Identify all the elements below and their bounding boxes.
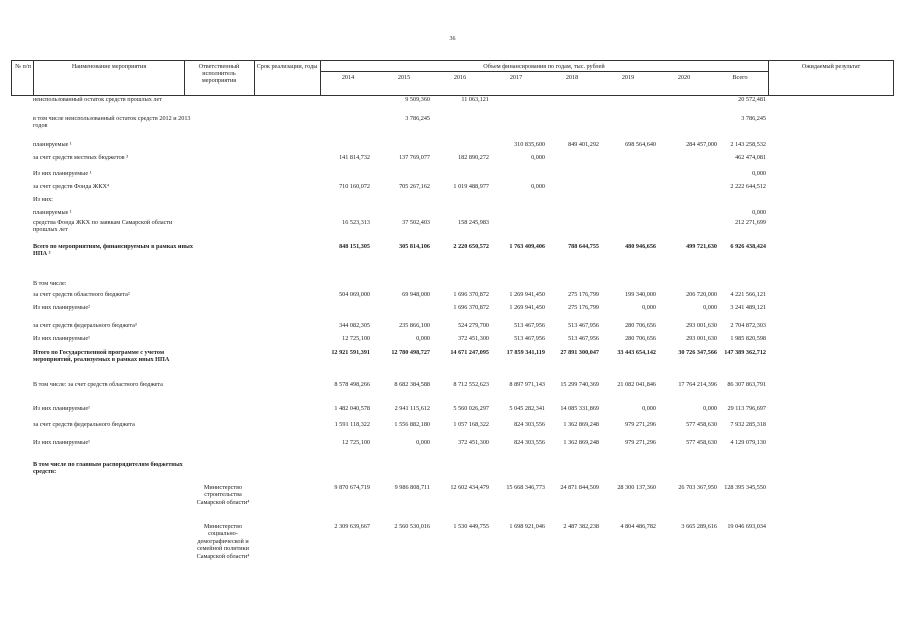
row-label: Из них:: [33, 196, 53, 203]
value-cell: 2 560 530,016: [394, 523, 430, 530]
value-cell: 2 143 258,532: [730, 141, 766, 148]
value-cell: 17 859 341,119: [506, 349, 545, 356]
value-cell: 26 703 367,950: [678, 484, 717, 491]
value-cell: 310 835,600: [514, 141, 545, 148]
value-cell: 1 482 040,578: [334, 405, 370, 412]
value-cell: 29 113 796,697: [727, 405, 766, 412]
value-cell: 8 682 384,588: [394, 381, 430, 388]
page-number: 36: [449, 36, 456, 42]
header-num: № п/п: [15, 63, 31, 70]
value-cell: 513 467,956: [568, 335, 599, 342]
value-cell: 824 303,556: [514, 421, 545, 428]
value-cell: 27 891 300,047: [560, 349, 599, 356]
value-cell: 499 721,630: [686, 243, 717, 250]
value-cell: 3 665 289,616: [681, 523, 717, 530]
value-cell: 128 395 345,550: [724, 484, 766, 491]
value-cell: 37 502,403: [402, 219, 430, 226]
row-responsible: Министерство строительства Самарской области⁴: [196, 484, 250, 506]
value-cell: 9 870 674,719: [334, 484, 370, 491]
value-cell: 275 176,799: [568, 291, 599, 298]
value-cell: 20 572,481: [738, 96, 766, 103]
value-cell: 0,000: [416, 335, 430, 342]
row-label: средства Фонда ЖКХ по заявкам Самарской области прошлых лет: [33, 219, 173, 234]
row-label: Из них планируемые¹: [33, 405, 90, 412]
value-cell: 513 467,956: [514, 335, 545, 342]
value-cell: 8 712 552,623: [453, 381, 489, 388]
header-year: 2019: [621, 74, 635, 81]
value-cell: 15 299 740,369: [560, 381, 599, 388]
value-cell: 1 591 118,322: [334, 421, 370, 428]
value-cell: 1 530 449,755: [453, 523, 489, 530]
value-cell: 4 804 486,782: [620, 523, 656, 530]
header-year: 2016: [453, 74, 467, 81]
value-cell: 17 764 214,396: [678, 381, 717, 388]
value-cell: 710 160,072: [339, 183, 370, 190]
value-cell: 6 926 438,424: [730, 243, 766, 250]
value-cell: 141 814,732: [339, 154, 370, 161]
value-cell: 979 271,296: [625, 421, 656, 428]
header-year: 2020: [677, 74, 691, 81]
value-cell: 19 046 693,034: [727, 523, 766, 530]
value-cell: 372 451,300: [458, 335, 489, 342]
value-cell: 5 045 282,341: [509, 405, 545, 412]
value-cell: 11 063,121: [461, 96, 489, 103]
value-cell: 2 222 644,512: [730, 183, 766, 190]
value-cell: 9 509,360: [405, 96, 430, 103]
row-label: Из них планируемые ¹: [33, 170, 92, 177]
value-cell: 1 019 488,977: [453, 183, 489, 190]
header-name: Наименование мероприятия: [71, 63, 147, 70]
value-cell: 1 556 882,180: [394, 421, 430, 428]
header-year: 2015: [397, 74, 411, 81]
value-cell: 30 726 347,566: [678, 349, 717, 356]
row-label: за счет средств федерального бюджета: [33, 421, 135, 428]
value-cell: 12 725,100: [342, 335, 370, 342]
value-cell: 235 866,100: [399, 322, 430, 329]
value-cell: 1 057 168,322: [453, 421, 489, 428]
value-cell: 1 269 941,450: [509, 304, 545, 311]
row-label: В том числе:: [33, 280, 67, 287]
value-cell: 8 897 971,143: [509, 381, 545, 388]
value-cell: 12 921 591,391: [331, 349, 370, 356]
value-cell: 305 814,106: [399, 243, 430, 250]
value-cell: 4 129 079,130: [730, 439, 766, 446]
row-label: Из них планируемые¹: [33, 439, 90, 446]
value-cell: 0,000: [531, 183, 545, 190]
value-cell: 12 725,100: [342, 439, 370, 446]
value-cell: 705 267,162: [399, 183, 430, 190]
value-cell: 1 763 409,406: [509, 243, 545, 250]
value-cell: 137 769,077: [399, 154, 430, 161]
value-cell: 788 644,755: [568, 243, 599, 250]
value-cell: 293 001,630: [686, 335, 717, 342]
value-cell: 0,000: [752, 209, 766, 216]
value-cell: 577 458,630: [686, 439, 717, 446]
header-year: 2017: [509, 74, 523, 81]
value-cell: 3 241 489,121: [730, 304, 766, 311]
table-header: [11, 60, 894, 96]
header-year: 2018: [565, 74, 579, 81]
value-cell: 480 946,656: [625, 243, 656, 250]
value-cell: 21 082 041,846: [617, 381, 656, 388]
value-cell: 372 451,300: [458, 439, 489, 446]
value-cell: 0,000: [703, 304, 717, 311]
value-cell: 577 458,630: [686, 421, 717, 428]
value-cell: 12 602 434,479: [450, 484, 489, 491]
header-year: Всего: [732, 74, 748, 81]
value-cell: 3 786,245: [405, 115, 430, 122]
value-cell: 280 706,656: [625, 322, 656, 329]
value-cell: 24 871 844,509: [560, 484, 599, 491]
value-cell: 16 523,313: [342, 219, 370, 226]
value-cell: 1 269 941,450: [509, 291, 545, 298]
row-label: за счет средств Фонда ЖКХ⁴: [33, 183, 110, 190]
value-cell: 3 786,245: [741, 115, 766, 122]
value-cell: 848 151,305: [339, 243, 370, 250]
value-cell: 0,000: [531, 154, 545, 161]
value-cell: 462 474,081: [735, 154, 766, 161]
value-cell: 5 560 026,297: [453, 405, 489, 412]
value-cell: 284 457,000: [686, 141, 717, 148]
value-cell: 12 780 498,727: [391, 349, 430, 356]
value-cell: 1 985 820,598: [730, 335, 766, 342]
value-cell: 0,000: [642, 304, 656, 311]
value-cell: 0,000: [642, 405, 656, 412]
row-label: планируемые ¹: [33, 141, 72, 148]
value-cell: 147 389 362,712: [724, 349, 766, 356]
value-cell: 1 696 370,872: [453, 291, 489, 298]
value-cell: 2 309 639,667: [334, 523, 370, 530]
value-cell: 158 245,983: [458, 219, 489, 226]
row-label: Из них планируемые¹: [33, 335, 90, 342]
row-label: за счет средств местных бюджетов ³: [33, 154, 128, 161]
value-cell: 14 671 247,095: [450, 349, 489, 356]
value-cell: 33 443 654,142: [617, 349, 656, 356]
row-label: Итого по Государственной программе с учетом мероприятий, реализуемых в рамках иных НПА: [33, 349, 170, 364]
value-cell: 2 704 872,303: [730, 322, 766, 329]
row-label: Всего по мероприятиям, финансируемым в рамках иных НПА ²: [33, 243, 193, 258]
row-label: неиспользованный остаток средств прошлых лет: [33, 96, 162, 103]
row-label: Из них планируемые²: [33, 304, 90, 311]
value-cell: 293 001,630: [686, 322, 717, 329]
header-expected: Ожидаемый результат: [801, 63, 861, 70]
row-label: за счет средств федерального бюджета³: [33, 322, 137, 329]
value-cell: 698 564,640: [625, 141, 656, 148]
value-cell: 513 467,956: [568, 322, 599, 329]
value-cell: 2 487 382,238: [563, 523, 599, 530]
value-cell: 86 307 863,791: [727, 381, 766, 388]
value-cell: 849 401,292: [568, 141, 599, 148]
value-cell: 206 720,000: [686, 291, 717, 298]
value-cell: 8 578 498,266: [334, 381, 370, 388]
value-cell: 524 279,700: [458, 322, 489, 329]
value-cell: 0,000: [416, 439, 430, 446]
value-cell: 1 362 869,248: [563, 421, 599, 428]
header-period: Срок реализации, годы: [256, 63, 318, 70]
value-cell: 2 941 115,612: [394, 405, 430, 412]
value-cell: 2 220 650,572: [453, 243, 489, 250]
value-cell: 513 467,956: [514, 322, 545, 329]
value-cell: 28 300 137,360: [617, 484, 656, 491]
value-cell: 344 082,305: [339, 322, 370, 329]
value-cell: 14 085 331,869: [560, 405, 599, 412]
value-cell: 69 948,000: [402, 291, 430, 298]
value-cell: 4 221 566,121: [730, 291, 766, 298]
row-label: в том числе неиспользованный остаток средств 2012 и 2013 годов: [33, 115, 191, 130]
row-label: В том числе по главным распорядителям бюджетных средств:: [33, 461, 183, 476]
value-cell: 7 932 285,318: [730, 421, 766, 428]
header-responsible: Ответственный исполнитель мероприятия: [198, 63, 240, 84]
row-responsible: Министерство социально-демографической и семейной политики Самарской области⁴: [196, 523, 250, 560]
value-cell: 280 706,656: [625, 335, 656, 342]
value-cell: 1 696 370,872: [453, 304, 489, 311]
header-funding: Объем финансирования по годам, тыс. рублей: [483, 63, 605, 70]
value-cell: 824 303,556: [514, 439, 545, 446]
row-label: планируемые ¹: [33, 209, 72, 216]
value-cell: 1 362 869,248: [563, 439, 599, 446]
value-cell: 182 890,272: [458, 154, 489, 161]
row-label: за счет средств областного бюджета²: [33, 291, 130, 298]
header-year: 2014: [341, 74, 355, 81]
value-cell: 979 271,296: [625, 439, 656, 446]
value-cell: 275 176,799: [568, 304, 599, 311]
value-cell: 9 986 808,711: [394, 484, 430, 491]
value-cell: 504 069,000: [339, 291, 370, 298]
value-cell: 0,000: [752, 170, 766, 177]
value-cell: 1 698 921,046: [509, 523, 545, 530]
value-cell: 212 271,699: [735, 219, 766, 226]
value-cell: 0,000: [703, 405, 717, 412]
row-label: В том числе: за счет средств областного бюджета: [33, 381, 163, 388]
value-cell: 199 340,000: [625, 291, 656, 298]
value-cell: 15 668 346,773: [506, 484, 545, 491]
